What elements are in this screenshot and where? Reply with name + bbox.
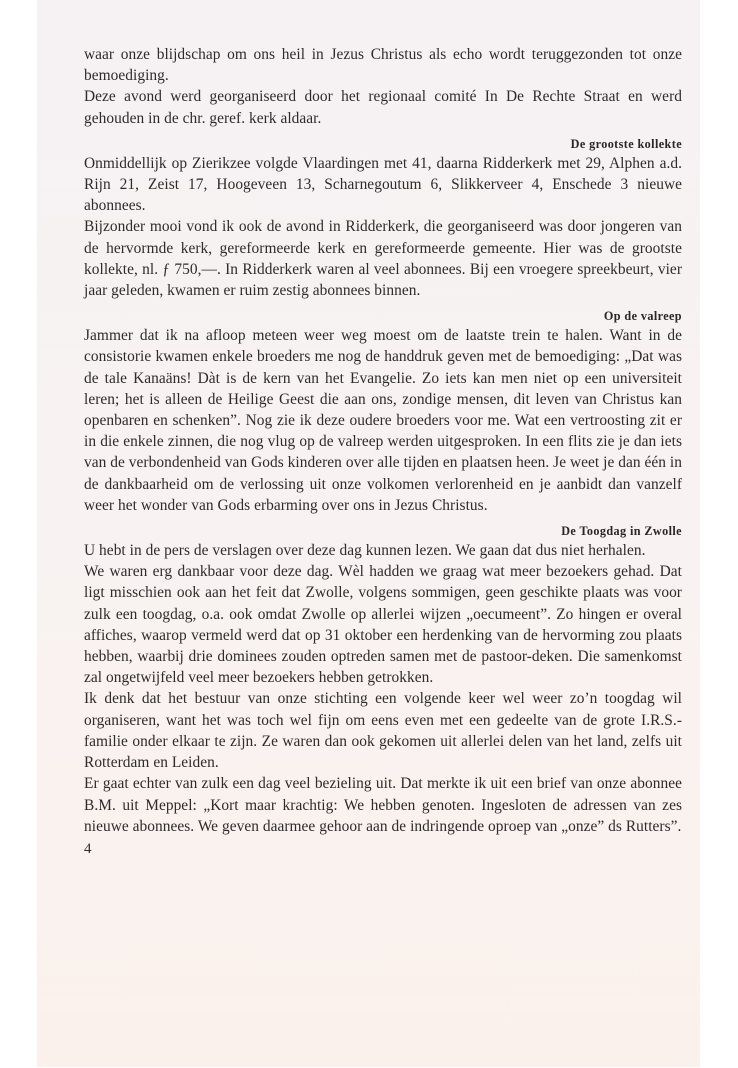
section-op-de-valreep [84, 308, 682, 516]
section-heading: De grootste kollekte [570, 136, 682, 151]
page-content [84, 44, 682, 860]
paragraph: Deze avond werd georganiseerd door het regionaal comité In De Rechte Straat en werd gehouden in de chr. geref. kerk aldaar. [84, 88, 682, 127]
paragraph: Er gaat echter van zulk een dag veel bezieling uit. Dat merkte ik uit een brief van onze abonnee B.M. uit Meppel: „Kort maar krachtig: We hebben genoten. Ingesloten de adressen van zes nieuwe abonnees. We geven daarmee gehoor aan de indringende oproep van „onze” ds Rutters”. [84, 775, 682, 835]
paragraph: waar onze blijdschap om ons heil in Jezus Christus als echo wordt teruggezonden tot onze bemoediging. [84, 46, 682, 85]
section-intro [84, 44, 682, 129]
paragraph: Bijzonder mooi vond ik ook de avond in Ridderkerk, die georganiseerd was door jongeren van de hervormde kerk, gereformeerde kerk en gereformeerde gemeente. Hier was de grootste kollekte, nl. ƒ 750,—. In Ridderkerk waren al veel abonnees. Bij een vroegere spreekbeurt, vier jaar geleden, kwamen er ruim zestig abonnees binnen. [84, 218, 682, 300]
paragraph: We waren erg dankbaar voor deze dag. Wèl hadden we graag wat meer bezoekers gehad. Dat ligt misschien ook aan het feit dat Zwolle, volgens sommigen, geen geschikte plaats was voor zulk een toogdag, o.a. ook omdat Zwolle op allerlei wijzen „oecumeent”. Zo hingen er overal affiches, waarop vermeld werd dat op 31 oktober een herdenking van de hervorming zou plaats hebben, waarbij drie dominees zouden optreden samen met de pastoor-deken. Die samenkomst zal ongetwijfeld veel meer bezoekers hebben getrokken. [84, 563, 682, 687]
section-toogdag-zwolle [84, 523, 682, 837]
paragraph: Onmiddellijk op Zierikzee volgde Vlaardingen met 41, daarna Ridderkerk met 29, Alphen a.d. Rijn 21, Zeist 17, Hoogeveen 13, Scharnegoutum 6, Slikkerveer 4, Enschede 3 nieuwe abonnees. [84, 154, 682, 215]
page-number: 4 [84, 840, 92, 857]
section-heading: Op de valreep [603, 309, 682, 324]
paragraph: U hebt in de pers de verslagen over deze dag kunnen lezen. We gaan dat dus niet herhalen. [84, 542, 646, 560]
section-grootste-kollekte [84, 136, 682, 301]
paragraph: Ik denk dat het bestuur van onze stichting een volgende keer wel weer zo’n toogdag wil organiseren, want het was toch wel fijn om eens even met een gedeelte van de grote I.R.S.-familie onder elkaar te zijn. Ze waren dan ook gekomen uit allerlei delen van het land, zelfs uit Rotterdam en Leiden. [84, 690, 682, 772]
paragraph: Jammer dat ik na afloop meteen weer weg moest om de laatste trein te halen. Want in de consistorie kwamen enkele broeders me nog de handdruk geven met de bemoediging: „Dat was de tale Kanaäns! Dàt is de kern van het Evangelie. Zo iets kan men niet op een universiteit leren; het is alleen de Heilige Geest die aan ons, zondige mensen, dit leven van Christus kan openbaren en schenken”. Nog zie ik deze oudere broeders voor me. Wat een vertroosting zit er in die enkele zinnen, die nog vlug op de valreep werden uitgesproken. In een flits zie je dan iets van de verbondenheid van Gods kinderen over alle tijden en plaatsen heen. Je weet je dan één in de dankbaarheid om de verlossing uit onze volkomen verlorenheid en je aanbidt dan vanzelf weer het wonder van Gods erbarming over ons in Jezus Christus. [84, 327, 682, 514]
section-heading: De Toogdag in Zwolle [561, 524, 682, 539]
document-page [37, 0, 700, 1067]
